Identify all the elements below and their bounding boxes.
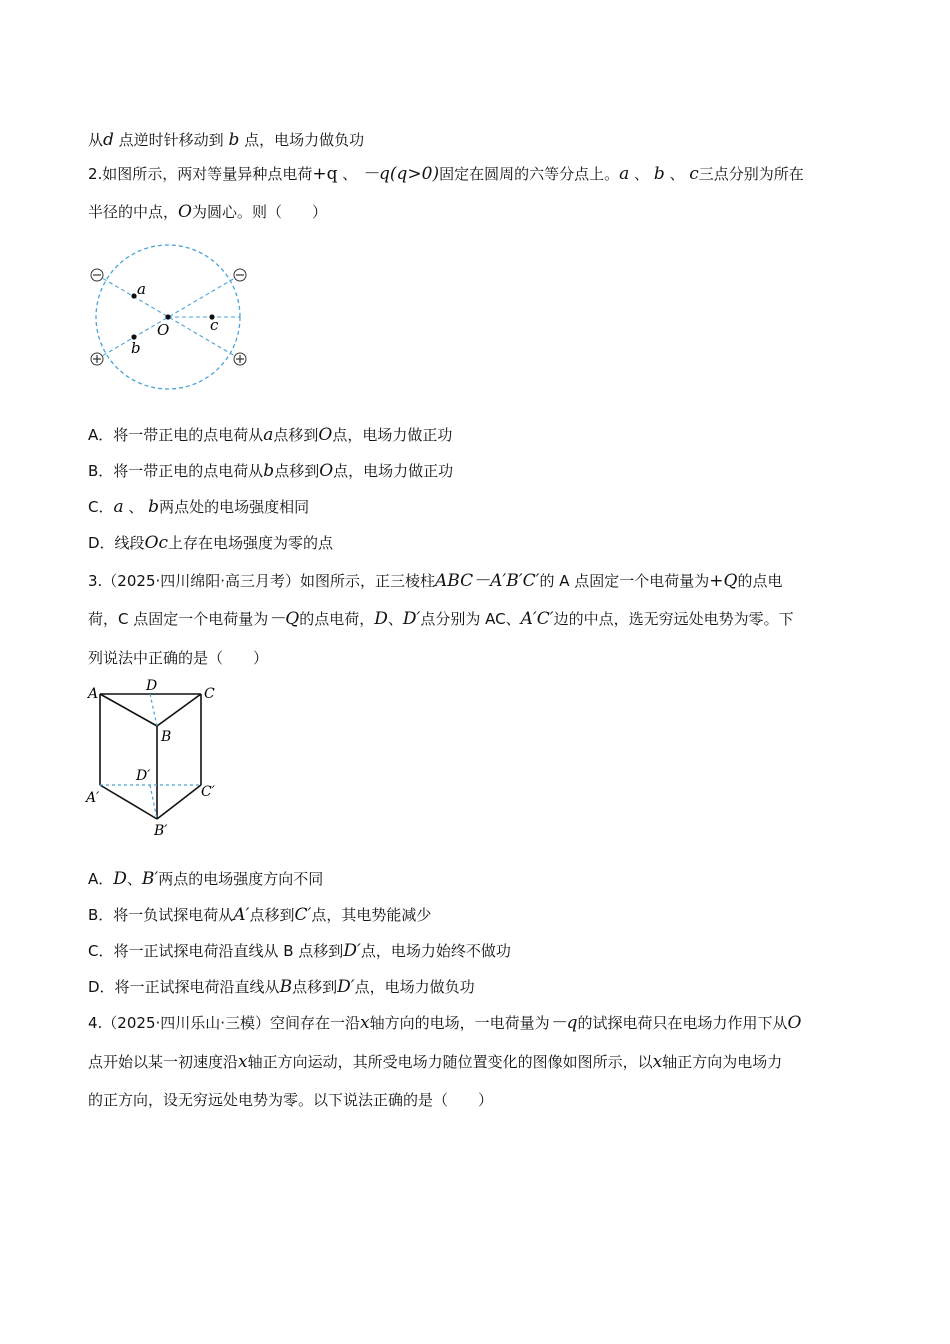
dashed-DpBp bbox=[150, 785, 157, 819]
text: C． bbox=[88, 498, 114, 516]
var-ApCp: A′C′ bbox=[520, 609, 554, 629]
question-number: 2.如图所示，两对等量异种点电荷 bbox=[88, 165, 313, 183]
label-O: O bbox=[157, 321, 170, 339]
q3-option-d bbox=[88, 976, 870, 998]
var: B bbox=[279, 977, 293, 997]
q1-tail-line bbox=[88, 129, 870, 151]
charge-minus-q: －q bbox=[549, 1013, 578, 1033]
label-A: A bbox=[88, 686, 99, 702]
point-O bbox=[165, 314, 170, 319]
q4-stem-line2 bbox=[88, 1051, 870, 1073]
q3-stem-line2 bbox=[88, 608, 870, 630]
point-a bbox=[131, 293, 136, 298]
text: 轴方向的电场，一电荷量为 bbox=[369, 1014, 550, 1032]
text: D．将一正试探电荷沿直线从 bbox=[88, 978, 280, 996]
text: 两点处的电场强度相同 bbox=[159, 498, 310, 516]
text: 为圆心。则（ ） bbox=[191, 203, 327, 221]
var-O: O bbox=[178, 202, 192, 222]
label-a: a bbox=[137, 280, 146, 298]
text: 两点的电场强度方向不同 bbox=[158, 870, 324, 888]
text: 点，电场力做负功 bbox=[354, 978, 475, 996]
var-Dprime: D′ bbox=[402, 609, 421, 629]
text: B．将一带正电的点电荷从 bbox=[88, 462, 264, 480]
text: C．将一正试探电荷沿直线从 B 点移到 bbox=[88, 942, 344, 960]
prism-name: ABC－A′B′C′ bbox=[435, 571, 540, 591]
q4-stem-line3: 的正方向，设无穷远处电势为零。以下说法正确的是（ ） bbox=[88, 1091, 494, 1109]
text: 点移到 bbox=[274, 462, 320, 480]
charge-plus-q: +q bbox=[312, 164, 338, 184]
text: 上存在电场强度为零的点 bbox=[168, 534, 334, 552]
sep: 、 bbox=[337, 165, 363, 183]
charge-minus-q: －q bbox=[362, 164, 390, 184]
label-D: D bbox=[146, 678, 158, 694]
text: 轴正方向为电场力 bbox=[662, 1053, 783, 1071]
text: A． bbox=[88, 870, 114, 888]
text: 的点电 bbox=[737, 572, 783, 590]
sep: 、 bbox=[123, 498, 149, 516]
text: A．将一带正电的点电荷从 bbox=[88, 426, 264, 444]
q3-stem-line1 bbox=[88, 570, 870, 592]
label-Cprime: C′ bbox=[201, 784, 215, 800]
text: 点，其电势能减少 bbox=[311, 906, 432, 924]
sep: 、 bbox=[629, 165, 654, 183]
text: 点，电场力做负功 bbox=[239, 131, 365, 149]
condition: (q>0) bbox=[389, 164, 440, 184]
var-x: x bbox=[652, 1052, 663, 1072]
label-b: b bbox=[131, 339, 141, 357]
text: 点，电场力做正功 bbox=[332, 426, 453, 444]
var-a: a bbox=[619, 164, 630, 184]
var: B′ bbox=[141, 869, 159, 889]
edge-AB bbox=[100, 694, 157, 726]
question-number: 4.（2025·四川乐山·三模）空间存在一沿 bbox=[88, 1014, 361, 1032]
var: b bbox=[148, 497, 160, 517]
var-O: O bbox=[787, 1013, 802, 1033]
text: 点逆时针移动到 bbox=[113, 131, 229, 149]
var-D: D bbox=[374, 609, 388, 629]
text: 从 bbox=[88, 131, 104, 149]
var: O bbox=[319, 461, 334, 481]
sep: 、 bbox=[387, 610, 403, 628]
var: a bbox=[113, 497, 124, 517]
text: D．线段 bbox=[88, 534, 145, 552]
text: 点，电场力始终不做功 bbox=[360, 942, 511, 960]
var-c: c bbox=[689, 164, 699, 184]
var-x: x bbox=[360, 1013, 370, 1033]
q2-option-c bbox=[88, 496, 870, 518]
text: 点移到 bbox=[249, 906, 295, 924]
charge-minus-Q: －Q bbox=[268, 609, 300, 629]
label-Aprime: A′ bbox=[86, 790, 100, 806]
var: a bbox=[263, 425, 274, 445]
sep: 、 bbox=[126, 870, 142, 888]
text: 半径的中点， bbox=[88, 203, 179, 221]
text: 点移到 bbox=[292, 978, 338, 996]
q3-stem-line3: 列说法中正确的是（ ） bbox=[88, 649, 269, 667]
text: 边的中点，选无穷远处电势为零。下 bbox=[553, 610, 794, 628]
var-b: b bbox=[653, 164, 665, 184]
var: C′ bbox=[294, 905, 312, 925]
var: O bbox=[318, 425, 333, 445]
sep: 、 bbox=[664, 165, 690, 183]
q3-option-a bbox=[88, 868, 870, 890]
q2-option-d bbox=[88, 532, 870, 554]
charge-plus-Q: +Q bbox=[709, 571, 738, 591]
question-number: 3.（2025·四川绵阳·高三月考）如图所示，正三棱柱 bbox=[88, 572, 436, 590]
var: A′ bbox=[233, 905, 250, 925]
text: 点，电场力做正功 bbox=[333, 462, 454, 480]
var: D′ bbox=[343, 941, 361, 961]
var: D′ bbox=[337, 977, 355, 997]
text: 点移到 bbox=[273, 426, 319, 444]
text: 点分别为 AC、 bbox=[420, 610, 521, 628]
text: 三点分别为所在 bbox=[698, 165, 804, 183]
var: b bbox=[263, 461, 275, 481]
text: 点开始以某一初速度沿 bbox=[88, 1053, 239, 1071]
label-C: C bbox=[204, 686, 215, 702]
text: 的点电荷， bbox=[299, 610, 375, 628]
label-Dprime: D′ bbox=[136, 768, 151, 784]
var-x: x bbox=[238, 1052, 248, 1072]
var-d: d bbox=[103, 130, 114, 150]
text: 荷，C 点固定一个电荷量为 bbox=[88, 610, 269, 628]
q2-stem-line2 bbox=[88, 201, 870, 223]
q2-option-b bbox=[88, 460, 870, 482]
label-c: c bbox=[210, 316, 219, 334]
text: 轴正方向运动，其所受电场力随位置变化的图像如图所示，以 bbox=[247, 1053, 653, 1071]
label-B: B bbox=[161, 729, 172, 745]
text: 固定在圆周的六等分点上。 bbox=[439, 165, 620, 183]
text: 的试探电荷只在电场力作用下从 bbox=[577, 1014, 788, 1032]
q2-stem-line1 bbox=[88, 163, 870, 185]
var: D bbox=[113, 869, 127, 889]
q3-prism-figure bbox=[84, 678, 224, 840]
q3-option-c bbox=[88, 940, 870, 962]
label-Bprime: B′ bbox=[154, 823, 168, 839]
q3-option-b bbox=[88, 904, 870, 926]
q2-option-a bbox=[88, 424, 870, 446]
dashed-DB bbox=[150, 694, 157, 726]
var-b: b bbox=[228, 130, 240, 150]
edge-CpBp bbox=[157, 785, 201, 819]
text: B．将一负试探电荷从 bbox=[88, 906, 234, 924]
edge-ApBp bbox=[100, 785, 157, 819]
q4-stem-line1 bbox=[88, 1012, 870, 1034]
q2-circle-figure bbox=[84, 234, 264, 394]
text: 的 A 点固定一个电荷量为 bbox=[539, 572, 710, 590]
var: Oc bbox=[144, 533, 169, 553]
edge-CB bbox=[157, 694, 201, 726]
